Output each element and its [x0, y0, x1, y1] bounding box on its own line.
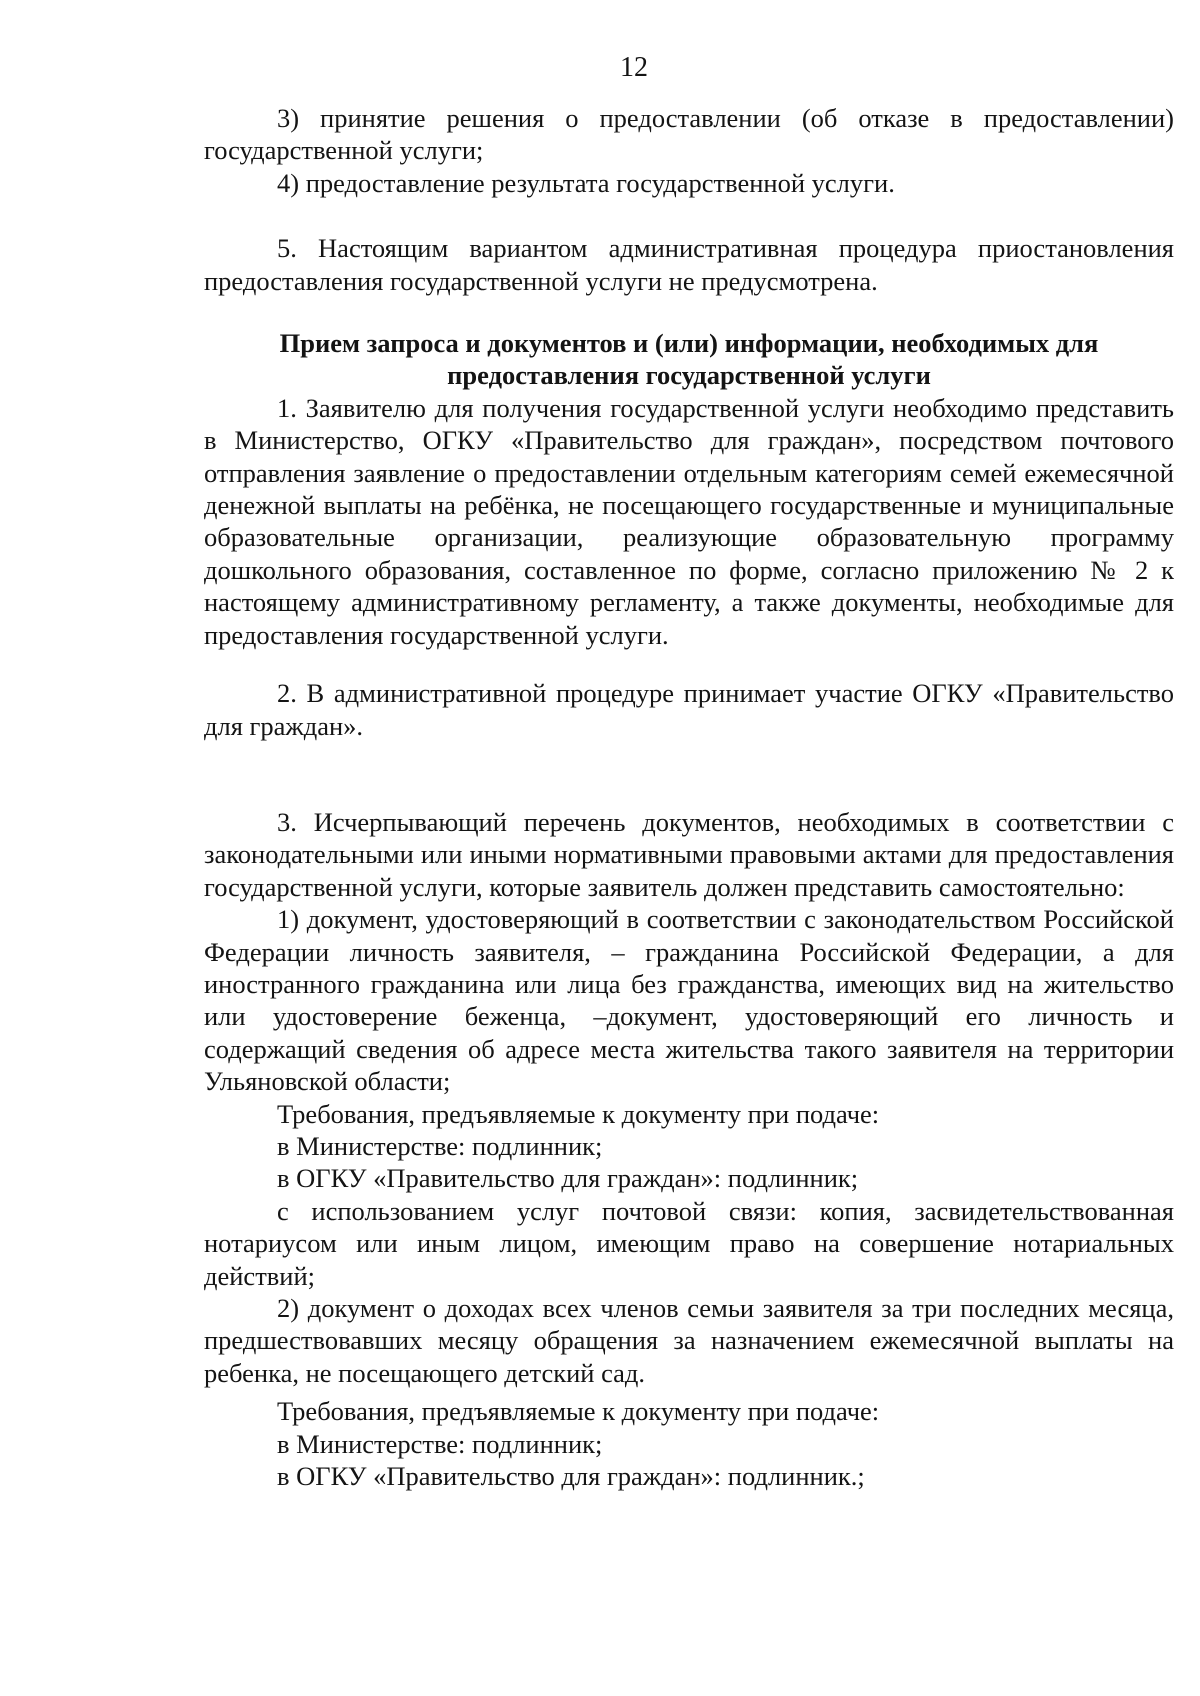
paragraph-point-2: 2. В административной процедуре принимает участие ОГКУ «Правительство для граждан». [204, 678, 1174, 741]
paragraph-doc-1: 1) документ, удостоверяющий в соответствии с законодательством Российской Федерации личность заявителя, – гражданина Российской Федерации, а для иностранного гражданина или лица без гражданства, имеющих вид на жительство или удостоверение беженца, –документ, удостоверяющий его личность и содержащий сведения об адресе места жительства такого заявителя на территории Ульяновской области; [204, 904, 1174, 1097]
paragraph-ogku-1: в ОГКУ «Правительство для граждан»: подлинник; [277, 1163, 859, 1194]
section-heading-line-2: предоставления государственной услуги [447, 360, 931, 391]
paragraph-point-1: 1. Заявителю для получения государственной услуги необходимо представить в Министерство, ОГКУ «Правительство для граждан», посредством почтового отправления заявление о предоставлении отдельным категориям семей ежемесячной денежной выплаты на ребёнка, не посещающего государственные и муниципальные образовательные организации, реализующие образовательную программу дошкольного образования, составленное по форме, согласно приложению № 2 к настоящему административному регламенту, а также документы, необходимые для предоставления государственной услуги. [204, 392, 1174, 650]
paragraph-ministry-1: в Министерстве: подлинник; [277, 1130, 603, 1161]
document-body [204, 102, 1174, 1492]
paragraph-item-3: 3) принятие решения о предоставлении (об отказе в предоставлении) государственной услуги; [204, 103, 1174, 166]
paragraph-requirements-2: Требования, предъявляемые к документу при подаче: [277, 1396, 880, 1427]
section-heading [204, 327, 1174, 392]
paragraph-point-5: 5. Настоящим вариантом административная процедура приостановления предоставления государственной услуги не предусмотрена. [204, 233, 1174, 296]
section-heading-line-1: Прием запроса и документов и (или) информации, необходимых для [279, 328, 1099, 359]
paragraph-doc-2: 2) документ о доходах всех членов семьи заявителя за три последних месяца, предшествовавших месяцу обращения за назначением ежемесячной выплаты на ребенка, не посещающего детский сад. [204, 1293, 1174, 1388]
paragraph-ogku-2: в ОГКУ «Правительство для граждан»: подлинник.; [277, 1461, 865, 1492]
paragraph-point-3: 3. Исчерпывающий перечень документов, необходимых в соответствии с законодательными или иными нормативными правовыми актами для предоставления государственной услуги, которые заявитель должен представить самостоятельно: [204, 806, 1174, 902]
paragraph-item-4: 4) предоставление результата государственной услуги. [277, 167, 895, 198]
paragraph-ministry-2: в Министерстве: подлинник; [277, 1428, 603, 1459]
paragraph-requirements-1: Требования, предъявляемые к документу при подаче: [277, 1098, 880, 1129]
page-number: 12 [620, 52, 648, 83]
paragraph-postal: с использованием услуг почтовой связи: копия, засвидетельствованная нотариусом или иным лицом, имеющим право на совершение нотариальных действий; [204, 1195, 1174, 1291]
